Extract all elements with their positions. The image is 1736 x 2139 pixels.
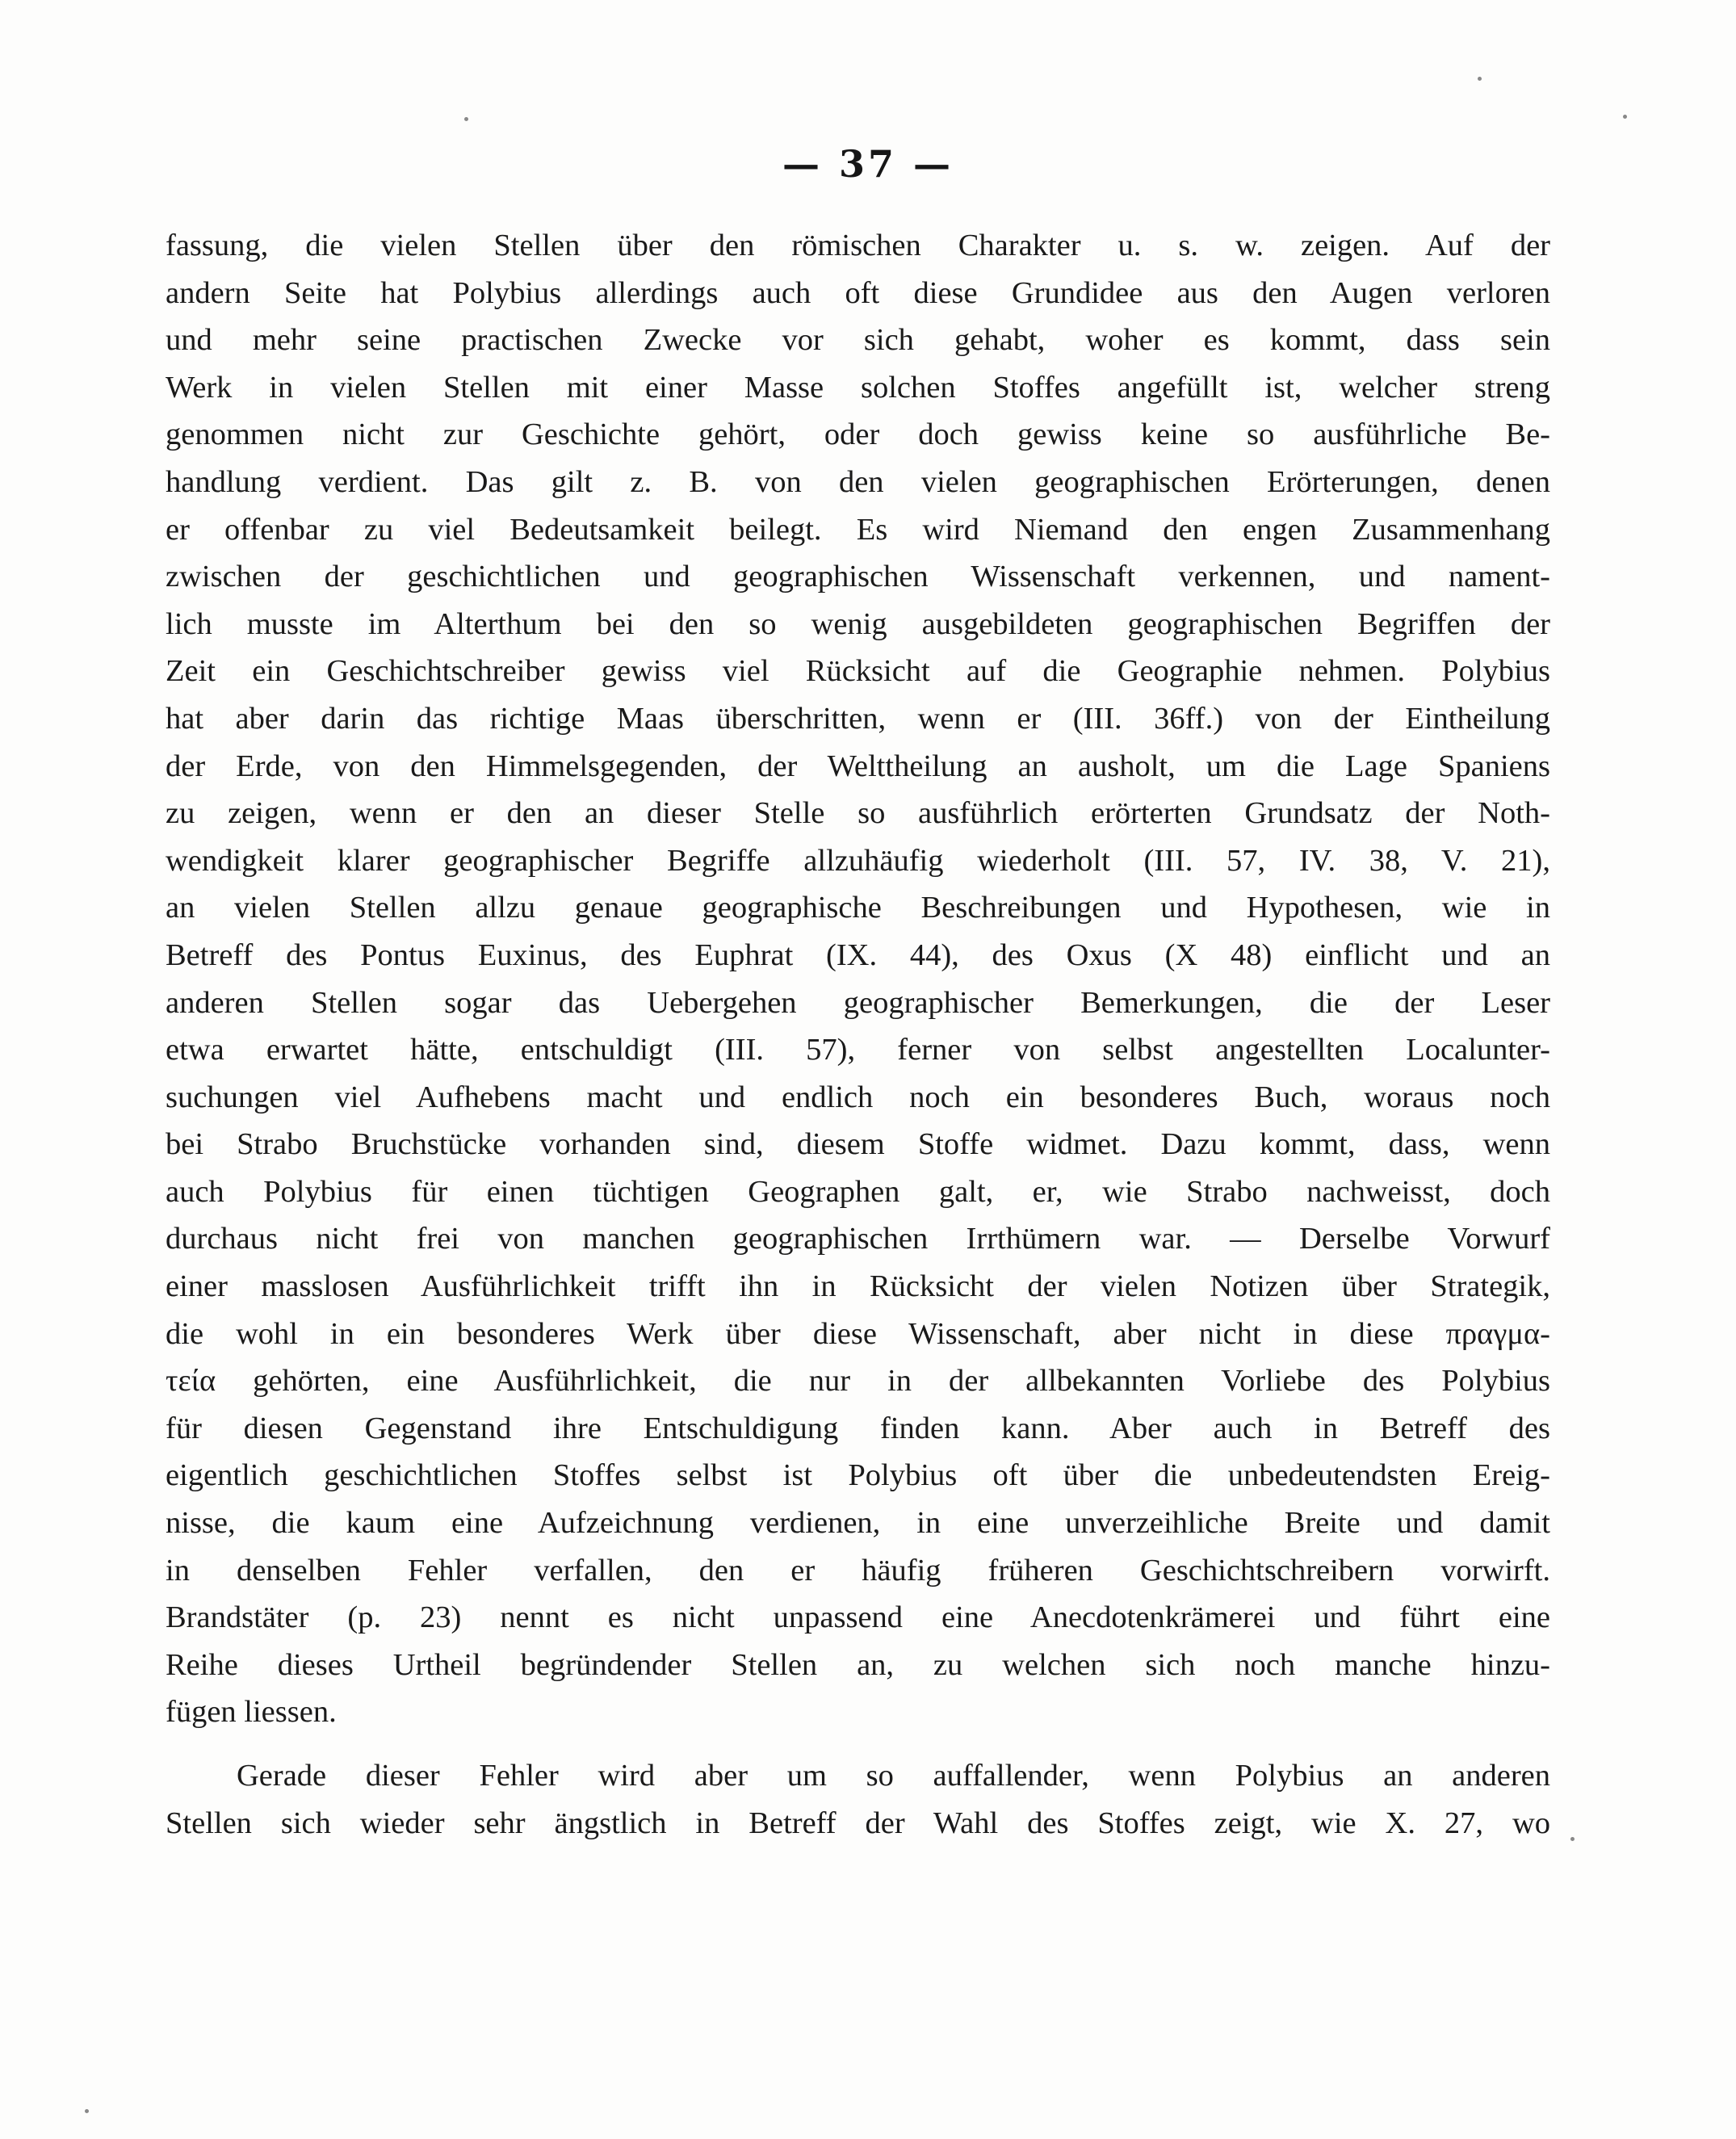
text-line: Brandstäter (p. 23) nennt es nicht unpassend eine Anecdotenkrämerei und führt eine: [166, 1600, 1550, 1635]
text-line: durchaus nicht frei von manchen geographischen Irrthümern war. — Derselbe Vorwurf: [166, 1222, 1550, 1256]
text-line: Werk in vielen Stellen mit einer Masse solchen Stoffes angefüllt ist, welcher streng: [166, 370, 1550, 405]
text-line: τεία gehörten, eine Ausführlichkeit, die nur in der allbekannten Vorliebe des Polybius: [166, 1364, 1550, 1399]
text-line: Zeit ein Geschichtschreiber gewiss viel Rücksicht auf die Geographie nehmen. Polybius: [166, 654, 1550, 689]
text-line: er offenbar zu viel Bedeutsamkeit beilegt. Es wird Niemand den engen Zusammenhang: [166, 512, 1550, 547]
text-line: der Erde, von den Himmelsgegenden, der Welttheilung an ausholt, um die Lage Spaniens: [166, 749, 1550, 783]
paper-speck: [1623, 115, 1627, 119]
text-line: andern Seite hat Polybius allerdings auch oft diese Grundidee aus den Augen verloren: [166, 275, 1550, 310]
text-line: nisse, die kaum eine Aufzeichnung verdienen, in eine unverzeihliche Breite und damit: [166, 1506, 1550, 1541]
text-line: zwischen der geschichtlichen und geographischen Wissenschaft verkennen, und nament-: [166, 560, 1550, 594]
text-line: an vielen Stellen allzu genaue geographische Beschreibungen und Hypothesen, wie in: [166, 891, 1550, 925]
text-line: suchungen viel Aufhebens macht und endlich noch ein besonderes Buch, woraus noch: [166, 1080, 1550, 1114]
text-line: für diesen Gegenstand ihre Entschuldigung finden kann. Aber auch in Betreff des: [166, 1411, 1550, 1445]
paragraph-1: [166, 222, 1550, 1736]
text-line: zu zeigen, wenn er den an dieser Stelle so ausführlich erörterten Grundsatz der Noth-: [166, 796, 1550, 831]
text-line: die wohl in ein besonderes Werk über diese Wissenschaft, aber nicht in diese πραγμα-: [166, 1316, 1550, 1351]
text-line: und mehr seine practischen Zwecke vor sich gehabt, woher es kommt, dass sein: [166, 323, 1550, 358]
body-text: [166, 222, 1550, 1847]
text-line: einer masslosen Ausführlichkeit trifft ihn in Rücksicht der vielen Notizen über Strategik,: [166, 1269, 1550, 1304]
text-line: handlung verdient. Das gilt z. B. von den vielen geographischen Erörterungen, denen: [166, 464, 1550, 499]
text-line: Betreff des Pontus Euxinus, des Euphrat (IX. 44), des Oxus (X 48) einflicht und an: [166, 937, 1550, 972]
text-line: hat aber darin das richtige Maas überschritten, wenn er (III. 36ff.) von der Eintheilung: [166, 701, 1550, 736]
text-line: fassung, die vielen Stellen über den römischen Charakter u. s. w. zeigen. Auf der: [166, 229, 1550, 262]
text-line: auch Polybius für einen tüchtigen Geographen galt, er, wie Strabo nachweisst, doch: [166, 1174, 1550, 1209]
text-line: Gerade dieser Fehler wird aber um so auffallender, wenn Polybius an anderen: [237, 1759, 1550, 1793]
paragraph-2: [166, 1752, 1550, 1847]
paper-speck: [1570, 1837, 1575, 1841]
text-line: wendigkeit klarer geographischer Begriffe allzuhäufig wiederholt (III. 57, IV. 38, V. 21),: [166, 843, 1550, 878]
text-line: anderen Stellen sogar das Uebergehen geographischer Bemerkungen, die der Leser: [166, 985, 1550, 1020]
text-line: in denselben Fehler verfallen, den er häufig früheren Geschichtschreibern vorwirft.: [166, 1553, 1550, 1587]
text-line: bei Strabo Bruchstücke vorhanden sind, diesem Stoffe widmet. Dazu kommt, dass, wenn: [166, 1127, 1550, 1162]
text-line: etwa erwartet hätte, entschuldigt (III. 57), ferner von selbst angestellten Localunter-: [166, 1033, 1550, 1067]
paper-speck: [1478, 77, 1482, 81]
text-line: lich musste im Alterthum bei den so wenig ausgebildeten geographischen Begriffen der: [166, 606, 1550, 641]
text-line: eigentlich geschichtlichen Stoffes selbst ist Polybius oft über die unbedeutendsten Ereig-: [166, 1458, 1550, 1493]
paper-speck: [464, 117, 468, 121]
text-line: Reihe dieses Urtheil begründender Stellen an, zu welchen sich noch manche hinzu-: [166, 1647, 1550, 1682]
page-number: — 37 —: [782, 142, 954, 186]
paper-speck: [85, 2109, 89, 2113]
text-line: fügen liessen.: [166, 1695, 337, 1730]
paragraph-gap: [166, 1736, 1550, 1752]
text-line: genommen nicht zur Geschichte gehört, oder doch gewiss keine so ausführliche Be-: [166, 417, 1550, 452]
text-line: Stellen sich wieder sehr ängstlich in Betreff der Wahl des Stoffes zeigt, wie X. 27, wo: [166, 1806, 1550, 1840]
